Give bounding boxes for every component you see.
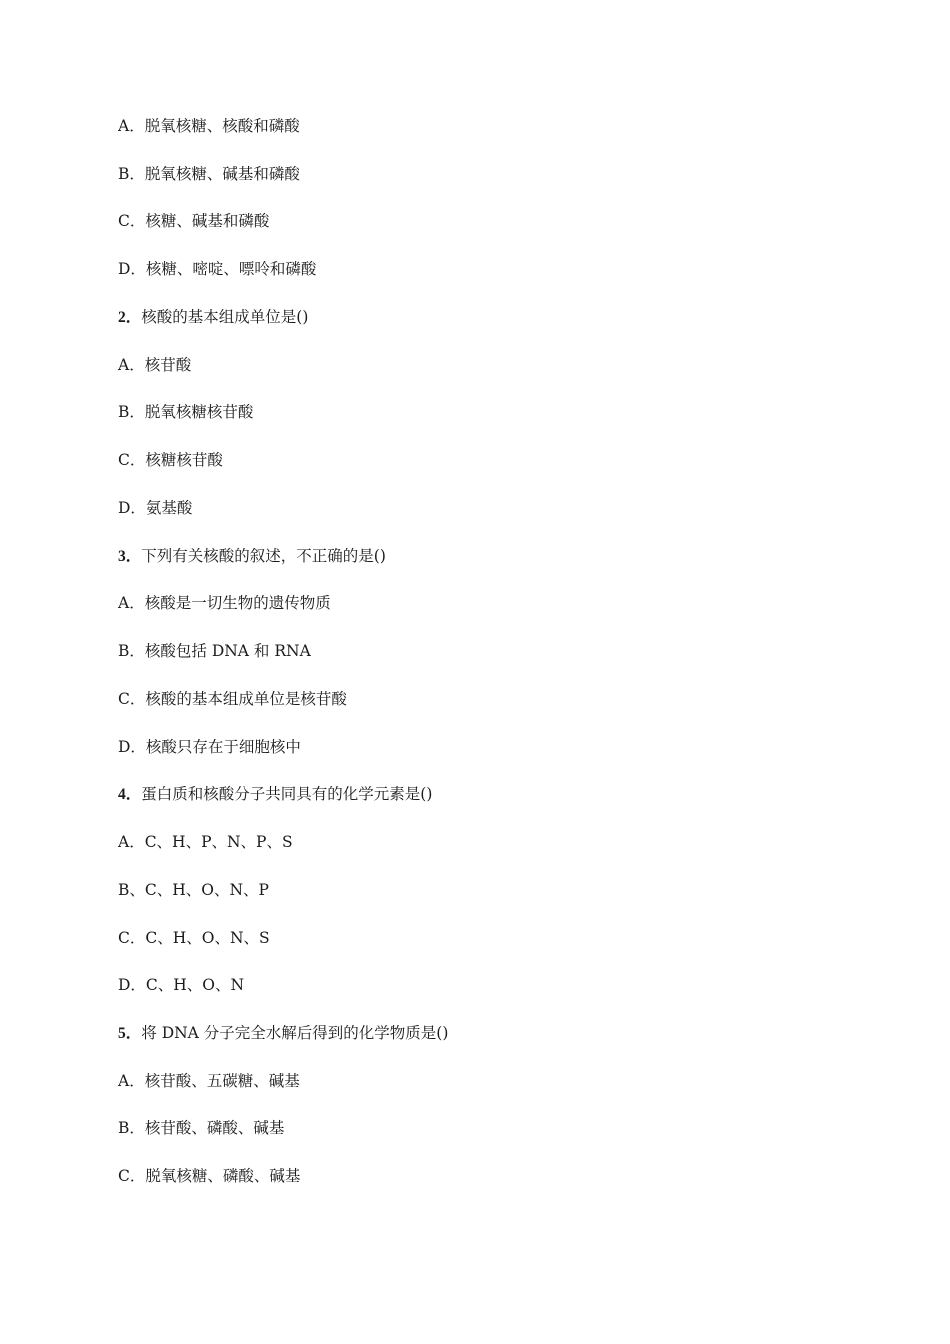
question-line [118, 1023, 448, 1044]
question-text: 将 DNA 分子完全水解后得到的化学物质是() [141, 1024, 449, 1042]
option-line: C．核糖、碱基和磷酸 [118, 212, 270, 230]
option-line: C．核酸的基本组成单位是核苷酸 [118, 690, 347, 708]
option-line: D．核糖、嘧啶、嘌呤和磷酸 [118, 260, 317, 278]
question-number: 3． [118, 548, 142, 565]
option-line: D．C、H、O、N [118, 976, 245, 994]
question-number: 2． [118, 309, 142, 326]
question-text: 核酸的基本组成单位是() [141, 308, 309, 326]
option-line: C．C、H、O、N、S [118, 929, 270, 947]
option-line: A．核苷酸 [118, 356, 192, 374]
option-line: D．氨基酸 [118, 499, 193, 517]
question-text: 蛋白质和核酸分子共同具有的化学元素是() [141, 785, 433, 803]
option-line: B．核苷酸、磷酸、碱基 [118, 1119, 285, 1137]
option-line: A．核苷酸、五碳糖、碱基 [118, 1072, 300, 1090]
option-line: B．核酸包括 DNA 和 RNA [118, 642, 311, 660]
option-line: C．脱氧核糖、磷酸、碱基 [118, 1167, 301, 1185]
option-line: B．脱氧核糖核苷酸 [118, 403, 254, 421]
option-line: A．脱氧核糖、核酸和磷酸 [118, 117, 300, 135]
option-line: B、C、H、O、N、P [118, 881, 269, 899]
question-line [118, 546, 386, 567]
option-line: B．脱氧核糖、碱基和磷酸 [118, 165, 300, 183]
option-line: D．核酸只存在于细胞核中 [118, 738, 301, 756]
question-text: 下列有关核酸的叙述，不正确的是() [141, 547, 386, 565]
question-line [118, 307, 308, 328]
question-number: 5． [118, 1025, 142, 1042]
option-line: C．核糖核苷酸 [118, 451, 223, 469]
question-line [118, 784, 432, 805]
option-line: A．C、H、P、N、P、S [118, 833, 293, 851]
question-number: 4． [118, 786, 142, 803]
option-line: A．核酸是一切生物的遗传物质 [118, 594, 331, 612]
